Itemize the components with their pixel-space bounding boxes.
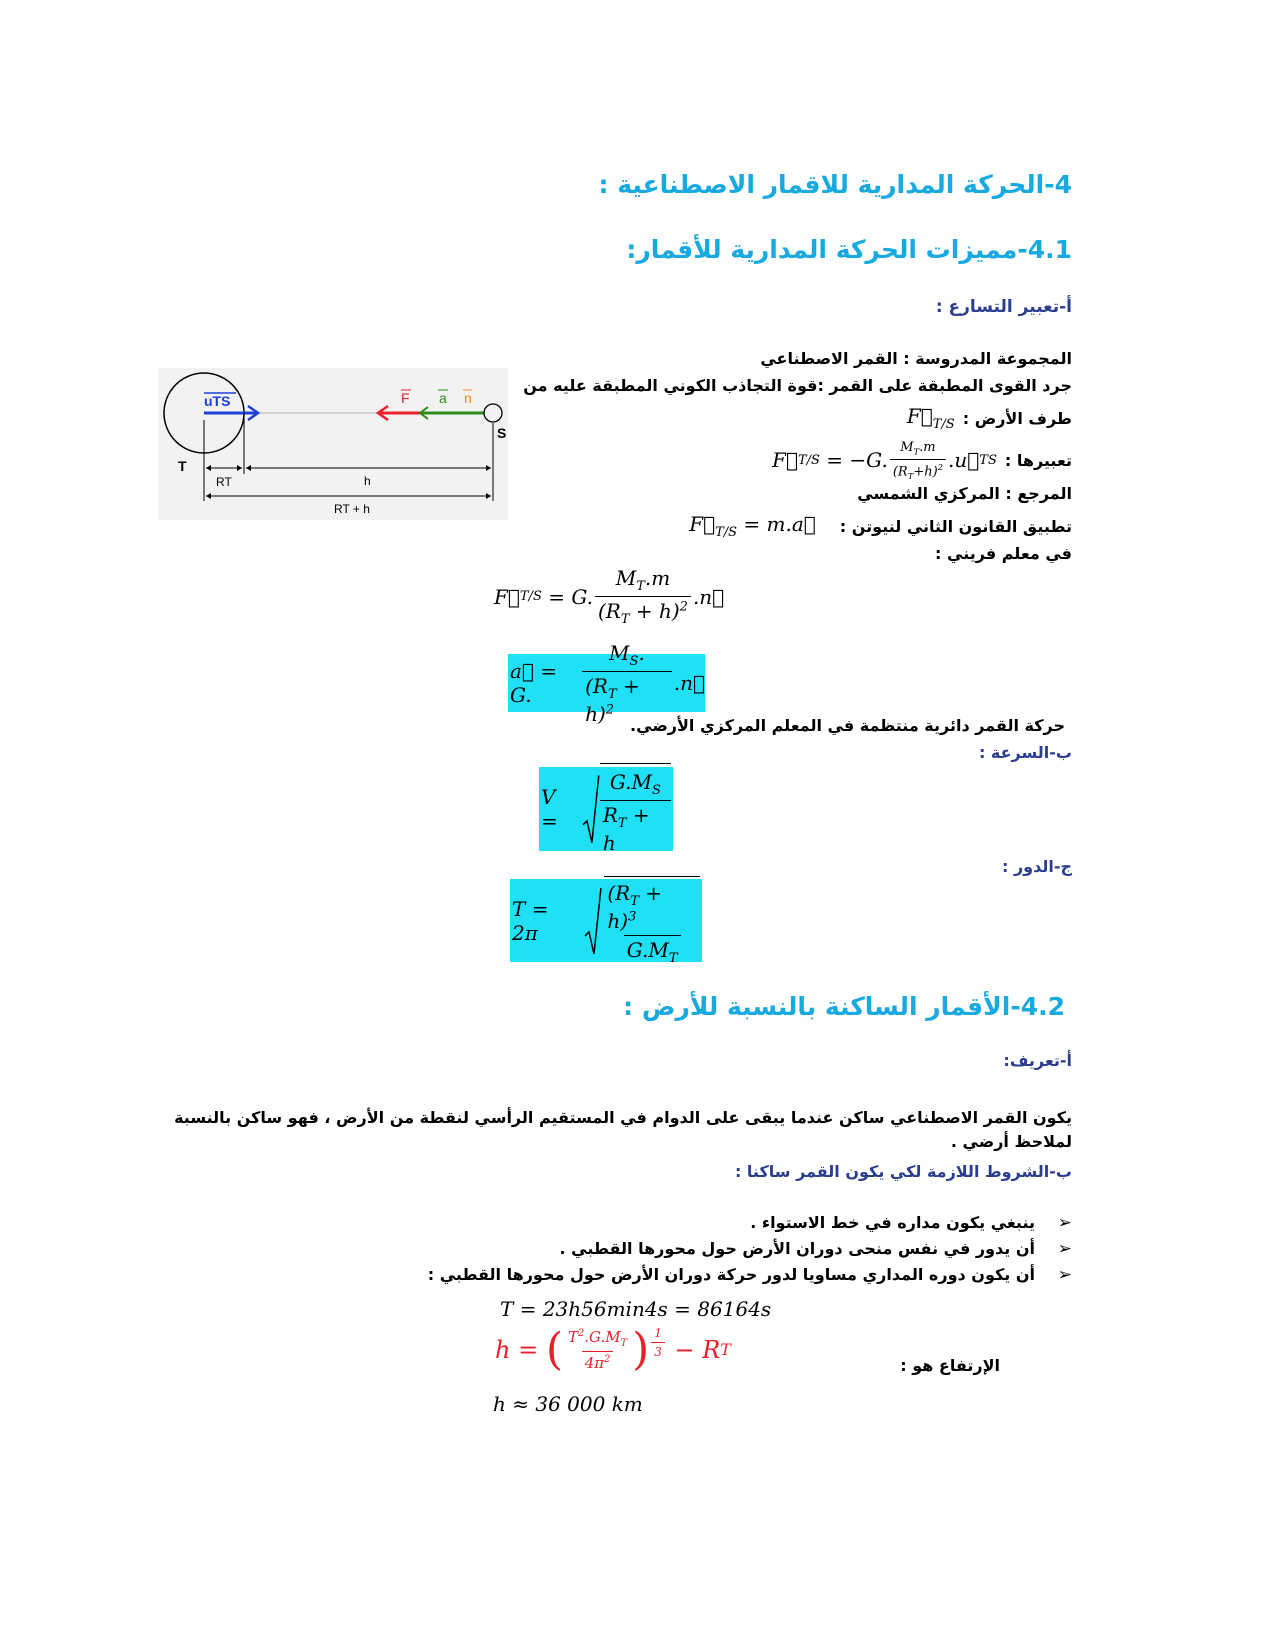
definition-text: يكون القمر الاصطناعي ساكن عندما يبقى على الدوام في المستقيم الرأسي لنقطة من الأرض ، فهو ساكن بالنسبة لملاحظ أرضي . [174,1108,1072,1151]
expression-label: تعبيرها : [1004,450,1072,470]
arrow-bullet-icon: ➢ [1057,1213,1072,1233]
newton-label: تطبيق القانون الثاني لنيوتن : [839,516,1072,536]
altitude-value: h ≈ 36 000 km [493,1392,643,1416]
orbit-diagram [158,368,508,520]
speed-formula: V = $\frac{G.M_S}{R_T + h}$ [539,767,673,851]
t-label: T [178,458,187,474]
altitude-formula: h = ( $\frac{T^2.G.M_T}{4\pi^2}$ ) $\frac{1}{3}$ − R $_T$ [495,1324,731,1375]
force-expression: F⃗ T/S = −G. $\frac{M_T.m}{(R_T+h)^2}$ .u⃗ TS [772,440,997,481]
expression-row [772,440,1072,481]
forces-inventory: جرد القوى المطبقة على القمر :قوة التجاذب الكوني المطبقة عليه من [523,376,1072,395]
altitude-label: الإرتفاع هو : [900,1356,1000,1375]
h-label: h [364,474,371,488]
list-item [372,1265,1072,1291]
acceleration-formula: a⃗ = G. $\frac{M_S.}{(R_T + h)^2}$ .n⃗ [510,640,705,726]
period-subtitle: ج-الدور : [1001,857,1072,876]
f-ts-symbol: $F⃗_{T/S}$ [906,404,955,432]
a-label: a [439,390,447,406]
newton-expression: $F⃗_{T/S}$ = m.a⃗ [689,512,816,540]
earth-side-row [907,404,1072,432]
newton-row [689,512,1072,540]
section-4-1-title: 4.1-مميزات الحركة المدارية للأقمار: [626,235,1072,264]
u-ts-label: uTS [204,393,231,409]
rt-h-label: RT + h [334,502,370,516]
list-item [372,1213,1072,1239]
condition-text: أن يدور في نفس منحى دوران الأرض حول محورها القطبي . [559,1239,1035,1258]
section-4-title: 4-الحركة المدارية للاقمار الاصطناعية : [598,170,1072,199]
reference-frame: المرجع : المركزي الشمسي [857,484,1072,503]
list-item [372,1239,1072,1265]
f-label: F [401,390,410,406]
frenet-label: في معلم فريني : [935,544,1072,563]
studied-system: المجموعة المدروسة : القمر الاصطناعي [760,349,1072,368]
section-4-2-title: 4.2-الأقمار الساكنة بالنسبة للأرض : [623,992,1065,1021]
accel-subtitle: أ-تعبير التسارع : [935,297,1072,317]
s-label: S [497,425,507,441]
period-value: T = 23h56min4s = 86164s [500,1297,772,1321]
arrow-bullet-icon: ➢ [1057,1265,1072,1285]
n-label: n [464,390,472,406]
earth-side-label: طرف الأرض : [962,408,1072,428]
uniform-motion: حركة القمر دائرية منتظمة في المعلم المركزي الأرضي. [630,716,1065,735]
conditions-list [372,1213,1072,1291]
condition-text: أن يكون دوره المداري مساويا لدور حركة دوران الأرض حول محورها القطبي : [427,1265,1035,1284]
period-formula: T = 2π $\frac{(R_T + h)^3}{G.M_T}$ [510,879,702,962]
rt-label: RT [216,475,232,489]
frenet-formula: F⃗ T/S = G. $\frac{M_T.m}{(R_T + h)^2}$ .n⃗ [494,566,725,627]
condition-text: ينبغي يكون مداره في خط الاستواء . [750,1213,1035,1232]
speed-subtitle: ب-السرعة : [978,743,1072,762]
definition-subtitle: أ-تعريف: [1003,1051,1072,1070]
conditions-subtitle: ب-الشروط اللازمة لكي يكون القمر ساكنا : [734,1162,1072,1181]
arrow-bullet-icon: ➢ [1057,1239,1072,1259]
